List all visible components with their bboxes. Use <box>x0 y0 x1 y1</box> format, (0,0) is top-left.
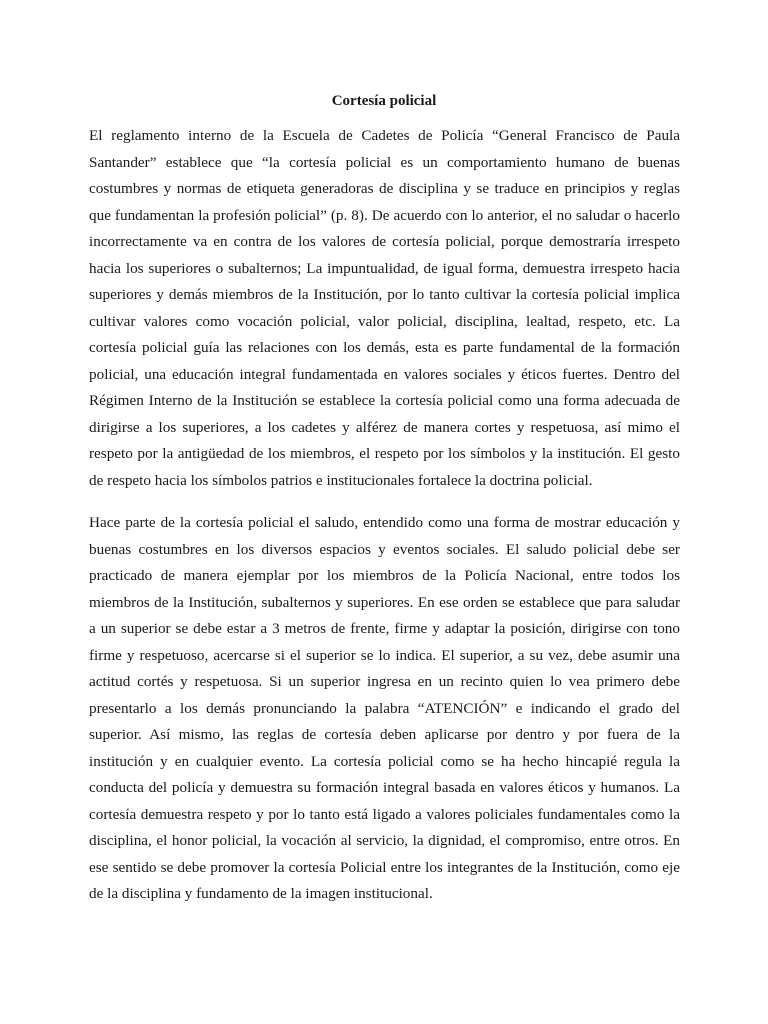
paragraph-1: El reglamento interno de la Escuela de Cadetes de Policía “General Francisco de Paula Santander” establece que “la cortesía policial es un comportamiento humano de buenas costumbres y normas de etiqueta generadoras de disciplina y se traduce en principios y reglas que fundamentan la profesión policial” (p. 8). De acuerdo con lo anterior, el no saludar o hacerlo incorrectamente va en contra de los valores de cortesía policial, porque demostraría irrespeto hacia los superiores o subalternos; La impuntualidad, de igual forma, demuestra irrespeto hacia superiores y demás miembros de la Institución, por lo tanto cultivar la cortesía policial implica cultivar valores como vocación policial, valor policial, disciplina, lealtad, respeto, etc. La cortesía policial guía las relaciones con los demás, esta es parte fundamental de la formación policial, una educación integral fundamentada en valores sociales y éticos fuertes. Dentro del Régimen Interno de la Institución se establece la cortesía policial como una forma adecuada de dirigirse a los superiores, a los cadetes y alférez de manera cortes y respetuosa, así mimo el respeto por la antigüedad de los miembros, el respeto por los símbolos y la institución. El gesto de respeto hacia los símbolos patrios e institucionales fortalece la doctrina policial. <box>89 127 680 489</box>
document-title: Cortesía policial <box>331 93 437 109</box>
paragraph-2: Hace parte de la cortesía policial el saludo, entendido como una forma de mostrar educación y buenas costumbres en los diversos espacios y eventos sociales. El saludo policial debe ser practicado de manera ejemplar por los miembros de la Policía Nacional, entre todos los miembros de la Institución, subalternos y superiores. En ese orden se establece que para saludar a un superior se debe estar a 3 metros de frente, firme y adaptar la posición, dirigirse con tono firme y respetuoso, acercarse si el superior se lo indica. El superior, a su vez, debe asumir una actitud cortés y respetuosa. Si un superior ingresa en un recinto quien lo vea primero debe presentarlo a los demás pronunciando la palabra “ATENCIÓN” e indicando el grado del superior. Así mismo, las reglas de cortesía deben aplicarse por dentro y por fuera de la institución y en cualquier evento. La cortesía policial como se ha hecho hincapié regula la conducta del policía y demuestra su formación integral basada en valores éticos y humanos. La cortesía demuestra respeto y por lo tanto está ligado a valores policiales fundamentales como la disciplina, el honor policial, la vocación al servicio, la dignidad, el compromiso, entre otros. En ese sentido se debe promover la cortesía Policial entre los integrantes de la Institución, como eje de la disciplina y fundamento de la imagen institucional. <box>89 514 680 902</box>
